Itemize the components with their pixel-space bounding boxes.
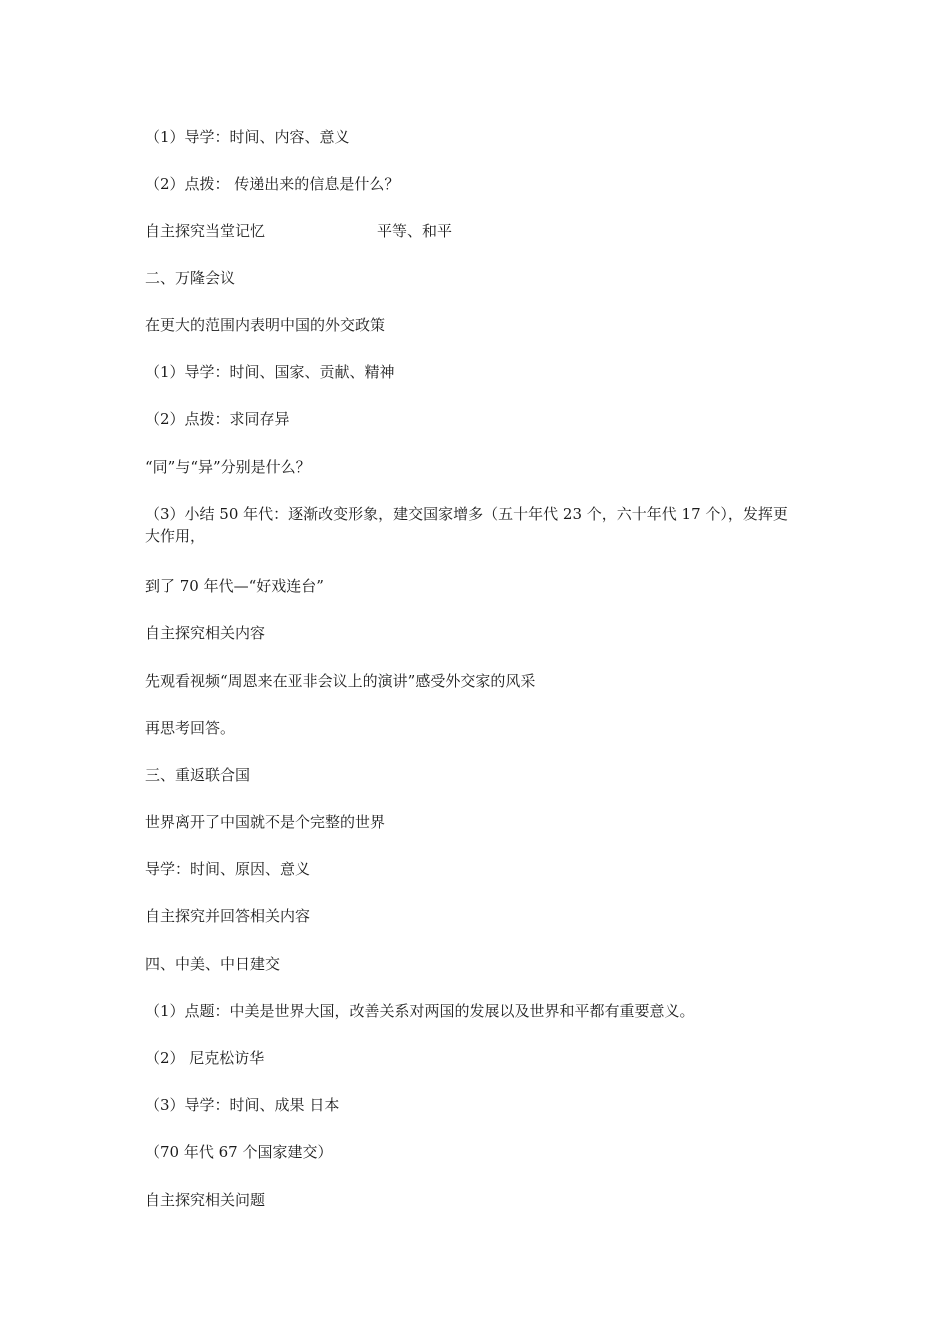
section-heading: 四、中美、中日建交 <box>145 955 281 973</box>
text-line: （2）点拨： 传递出来的信息是什么？ <box>145 175 400 193</box>
section-heading: 二、万隆会议 <box>145 269 236 287</box>
text-line: （2）点拨：求同存异 <box>145 410 290 428</box>
text-line: 世界离开了中国就不是个完整的世界 <box>145 813 386 831</box>
text-line: （1）导学：时间、国家、贡献、精神 <box>145 363 395 381</box>
text-line: （1）导学：时间、内容、意义 <box>145 128 350 146</box>
text-line: 先观看视频“周恩来在亚非会议上的演讲”感受外交家的风采 <box>145 672 536 690</box>
text-line: 再思考回答。 <box>145 719 236 737</box>
text-line: 导学：时间、原因、意义 <box>145 860 311 878</box>
text-line: 在更大的范围内表明中国的外交政策 <box>145 316 386 334</box>
text-line: 自主探究相关内容 <box>145 624 266 642</box>
text-paragraph: （3）小结 50 年代：逐渐改变形象，建交国家增多（五十年代 23 个，六十年代 17 个），发挥更大作用， <box>145 505 788 545</box>
text-line: 到了 70 年代—“好戏连台” <box>145 577 324 595</box>
text-line: “同”与“异”分别是什么？ <box>145 458 311 476</box>
section-heading: 三、重返联合国 <box>145 766 251 784</box>
text-line <box>145 220 805 242</box>
text-segment: 平等、和平 <box>377 222 453 240</box>
text-line: （70 年代 67 个国家建交） <box>145 1143 333 1161</box>
text-line: 自主探究相关问题 <box>145 1191 266 1209</box>
text-segment: 自主探究当堂记忆 <box>145 222 266 240</box>
text-line: （1）点题：中美是世界大国，改善关系对两国的发展以及世界和平都有重要意义。 <box>145 1002 695 1020</box>
text-line: （3）导学：时间、成果 日本 <box>145 1096 340 1114</box>
text-line: 自主探究并回答相关内容 <box>145 907 311 925</box>
text-line: （2） 尼克松访华 <box>145 1049 265 1067</box>
